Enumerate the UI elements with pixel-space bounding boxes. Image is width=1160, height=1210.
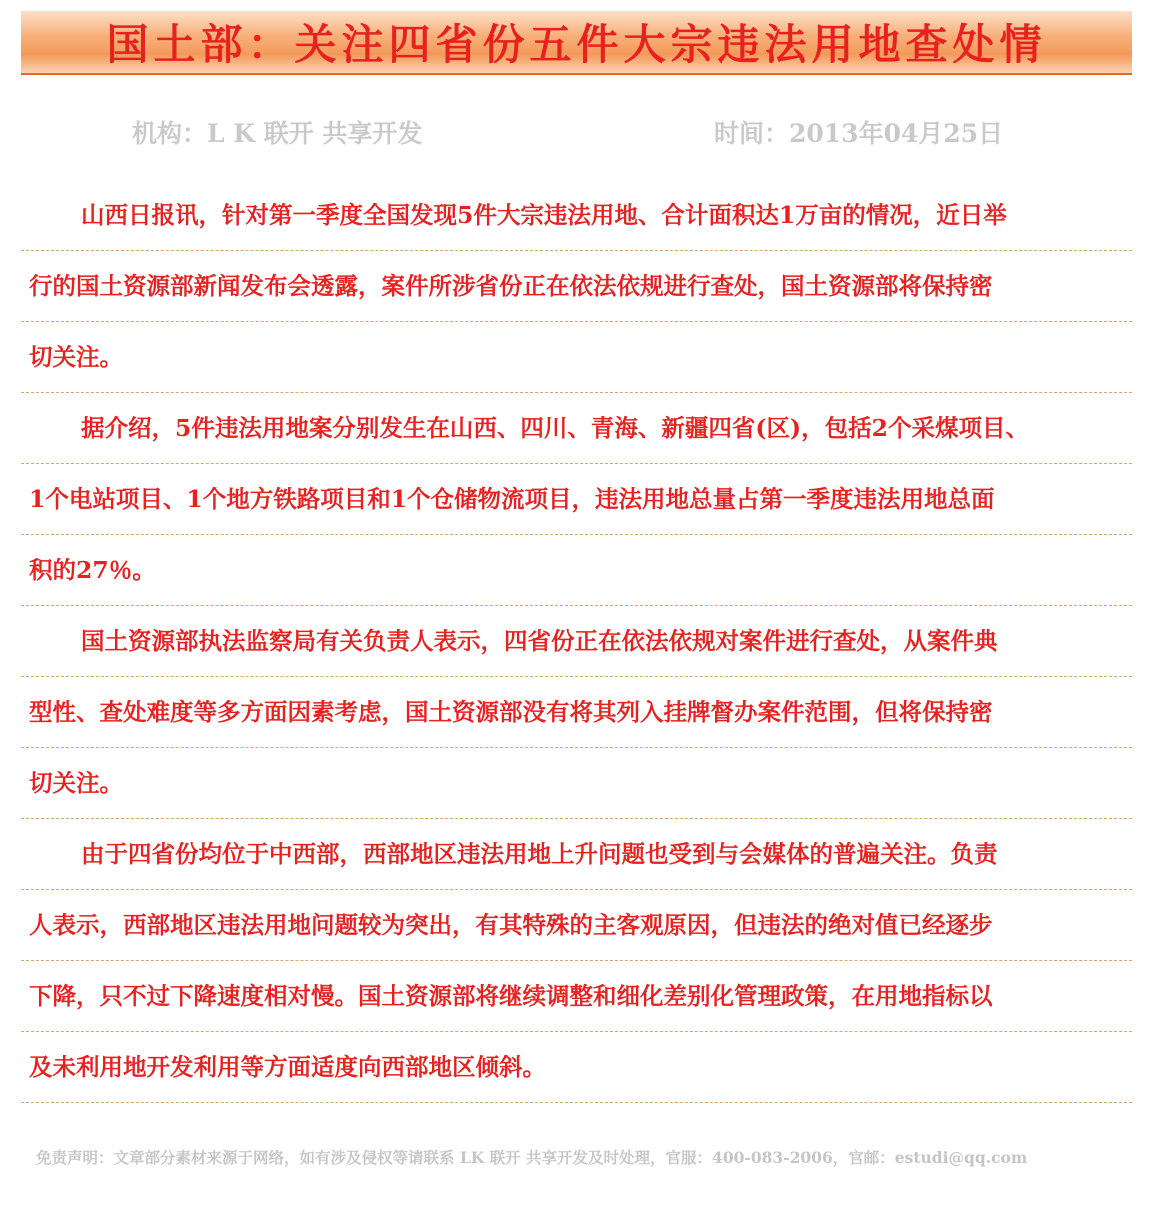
article-line: 国土资源部执法监察局有关负责人表示，四省份正在依法依规对案件进行查处，从案件典 (21, 606, 1132, 677)
article-line: 及未利用地开发利用等方面适度向西部地区倾斜。 (21, 1032, 1132, 1103)
title-banner (21, 11, 1132, 75)
organization-label: 机构：L K 联开 共享开发 (132, 119, 423, 148)
article-line: 人表示，西部地区违法用地问题较为突出，有其特殊的主客观原因，但违法的绝对值已经逐步 (21, 890, 1132, 961)
page-title: 国土部：关注四省份五件大宗违法用地查处情 (106, 20, 1047, 69)
article-line: 由于四省份均位于中西部，西部地区违法用地上升问题也受到与会媒体的普遍关注。负责 (21, 819, 1132, 890)
article-line: 据介绍，5件违法用地案分别发生在山西、四川、青海、新疆四省(区)，包括2个采煤项目、 (21, 393, 1132, 464)
publish-date: 时间：2013年04月25日 (714, 119, 1004, 148)
article-line: 行的国土资源部新闻发布会透露，案件所涉省份正在依法依规进行查处，国土资源部将保持密 (21, 251, 1132, 322)
article-line: 1个电站项目、1个地方铁路项目和1个仓储物流项目，违法用地总量占第一季度违法用地总面 (21, 464, 1132, 535)
article-line: 下降，只不过下降速度相对慢。国土资源部将继续调整和细化差别化管理政策，在用地指标以 (21, 961, 1132, 1032)
article-line: 切关注。 (21, 322, 1132, 393)
article-line: 山西日报讯，针对第一季度全国发现5件大宗违法用地、合计面积达1万亩的情况，近日举 (21, 180, 1132, 251)
article-line: 切关注。 (21, 748, 1132, 819)
article-line: 型性、查处难度等多方面因素考虑，国土资源部没有将其列入挂牌督办案件范围，但将保持密 (21, 677, 1132, 748)
article-line: 积的27％。 (21, 535, 1132, 606)
disclaimer: 免责声明：文章部分素材来源于网络，如有涉及侵权等请联系 LK 联开 共享开发及时处理，官服：400-083-2006，官邮：estudi@qq.com (36, 1148, 1028, 1167)
article-body (21, 180, 1132, 1103)
